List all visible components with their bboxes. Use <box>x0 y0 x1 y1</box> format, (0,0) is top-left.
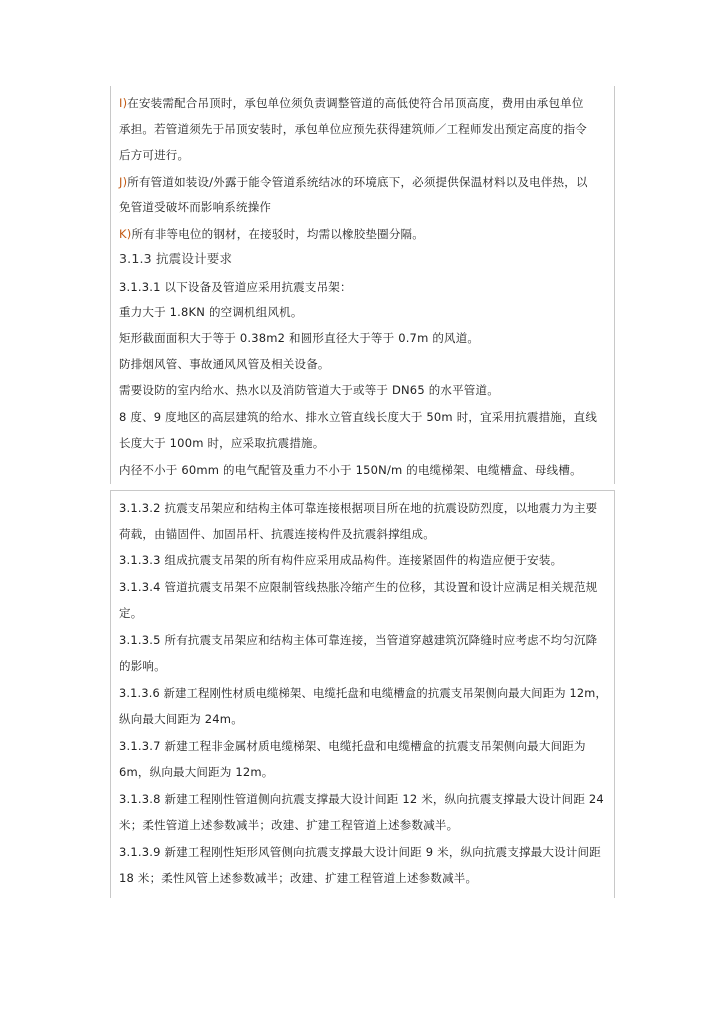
text-line: 重力大于 1.8KN 的空调机组风机。 <box>119 305 303 319</box>
text-line: 定。 <box>119 606 143 620</box>
text-line: 3.1.3.9 新建工程刚性矩形风管侧向抗震支撑最大设计间距 9 米，纵向抗震支撑最大设计间距 <box>119 845 601 859</box>
text-line: 后方可进行。 <box>119 148 190 162</box>
text-line: 长度大于 100m 时，应采取抗震措施。 <box>119 436 325 450</box>
text-line: 需要设防的室内给水、热水以及消防管道大于或等于 DN65 的水平管道。 <box>119 383 499 397</box>
text-line: 米；柔性管道上述参数减半；改建、扩建工程管道上述参数减半。 <box>119 818 459 832</box>
list-marker: J) <box>119 175 128 189</box>
text-line: 3.1.3.1 以下设备及管道应采用抗震支吊架： <box>119 280 352 294</box>
text-line: 18 米；柔性风管上述参数减半；改建、扩建工程管道上述参数减半。 <box>119 871 478 885</box>
list-marker: I) <box>119 96 128 110</box>
list-marker: K) <box>119 227 132 241</box>
text-line: 3.1.3.8 新建工程刚性管道侧向抗震支撑最大设计间距 12 米，纵向抗震支撑最大设计间距 24 <box>119 792 604 806</box>
text-line: 3.1.3.5 所有抗震支吊架应和结构主体可靠连接，当管道穿越建筑沉降缝时应考虑不均匀沉降 <box>119 633 598 647</box>
text-line: 免管道受破坏而影响系统操作 <box>119 200 272 214</box>
document-section-top <box>110 86 615 484</box>
text-line: 内径不小于 60mm 的电气配管及重力不小于 150N/m 的电缆梯架、电缆槽盒、母线槽。 <box>119 463 582 477</box>
text-line: 防排烟风管、事故通风风管及相关设备。 <box>119 357 330 371</box>
text-line: 3.1.3.6 新建工程刚性材质电缆梯架、电缆托盘和电缆槽盒的抗震支吊架侧向最大间距为 12m， <box>119 686 607 700</box>
text-line: I)在安装需配合吊顶时，承包单位须负责调整管道的高低使符合吊顶高度，费用由承包单位 <box>119 96 584 110</box>
text-line: 3.1.3.4 管道抗震支吊架不应限制管线热胀冷缩产生的位移，其设置和设计应满足相关规范规 <box>119 580 598 594</box>
text-line: K)所有非等电位的钢材，在接驳时，均需以橡胶垫圈分隔。 <box>119 227 424 241</box>
section-heading: 3.1.3 抗震设计要求 <box>119 251 233 266</box>
text-line: 承担。若管道须先于吊顶安装时，承包单位应预先获得建筑师／工程师发出预定高度的指令 <box>119 122 587 136</box>
text-line: J)所有管道如装设/外露于能令管道系统结冰的环境底下，必须提供保温材料以及电伴热，以 <box>119 175 588 189</box>
document-section-bottom <box>110 490 615 898</box>
text-line: 3.1.3.3 组成抗震支吊架的所有构件应采用成品构件。连接紧固件的构造应便于安装。 <box>119 553 563 567</box>
text-line: 纵向最大间距为 24m。 <box>119 712 243 726</box>
text-line: 矩形截面面积大于等于 0.38m2 和圆形直径大于等于 0.7m 的风道。 <box>119 331 480 345</box>
text-line: 3.1.3.2 抗震支吊架应和结构主体可靠连接根据项目所在地的抗震设防烈度，以地震力为主要 <box>119 501 598 515</box>
text-line: 6m，纵向最大间距为 12m。 <box>119 765 274 779</box>
text-line: 8 度、9 度地区的高层建筑的给水、排水立管直线长度大于 50m 时，宜采用抗震措施，直线 <box>119 410 598 424</box>
text-line: 的影响。 <box>119 659 166 673</box>
text-line: 3.1.3.7 新建工程非金属材质电缆梯架、电缆托盘和电缆槽盒的抗震支吊架侧向最大间距为 <box>119 739 586 753</box>
text-line: 荷载，由锚固件、加固吊杆、抗震连接构件及抗震斜撑组成。 <box>119 527 435 541</box>
